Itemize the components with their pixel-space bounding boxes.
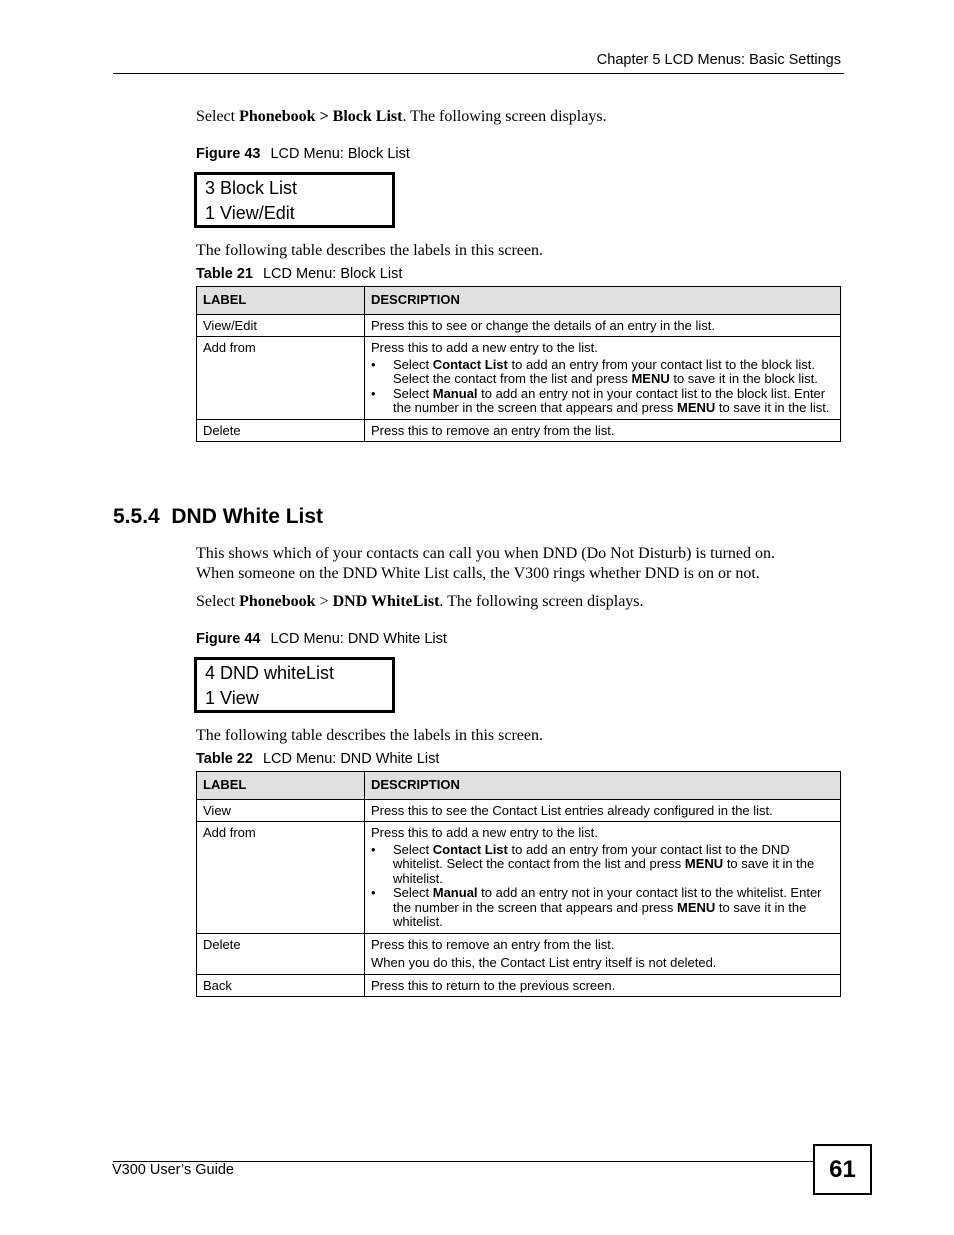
- lcd-screen-dnd-whitelist: [194, 657, 395, 713]
- column-header-label: LABEL: [197, 772, 365, 800]
- bullet-item: • Select Manual to add an entry not in your contact list to the block list. Enter the number in the screen that appears and press MENU to save it in the list.: [371, 387, 834, 416]
- table-row: [197, 419, 841, 442]
- column-header-description: DESCRIPTION: [365, 287, 841, 315]
- lcd-line-1: 4 DND whiteList: [205, 663, 335, 683]
- row-label: Add from: [197, 822, 365, 934]
- table-row: [197, 822, 841, 934]
- row-description: Press this to see the Contact List entries already configured in the list.: [365, 799, 841, 822]
- table-block-list: [196, 286, 841, 442]
- row-description: Press this to add a new entry to the list. • Select Contact List to add an entry from your contact list to the DND whitelist. Select the contact from the list and press MENU to save it in the whitelist. • Select Manual to add an entry not in your contact list to the whitelist. Enter the number in the screen that appears and press MENU to save it in the whitelist.: [365, 822, 841, 934]
- table-header-row: [197, 287, 841, 315]
- table-22-caption: Table 22 LCD Menu: DND White List: [196, 751, 440, 767]
- row-label: View/Edit: [197, 314, 365, 337]
- lcd-line-1: 3 Block List: [205, 178, 298, 198]
- table-row: [197, 933, 841, 974]
- table-21-caption: Table 21 LCD Menu: Block List: [196, 266, 403, 282]
- table-header-row: [197, 772, 841, 800]
- intro-paragraph: Select Phonebook > Block List. The following screen displays.: [196, 108, 607, 125]
- row-label: Delete: [197, 933, 365, 974]
- row-description: Press this to remove an entry from the list.: [365, 419, 841, 442]
- row-description: Press this to remove an entry from the list. When you do this, the Contact List entry itself is not deleted.: [365, 933, 841, 974]
- lcd-screen-block-list: [194, 172, 395, 228]
- row-description: Press this to see or change the details of an entry in the list.: [365, 314, 841, 337]
- column-header-label: LABEL: [197, 287, 365, 315]
- table-row: [197, 314, 841, 337]
- section-paragraph-2: When someone on the DND White List calls, the V300 rings whether DND is on or not.: [196, 565, 760, 582]
- bullet-item: • Select Contact List to add an entry from your contact list to the DND whitelist. Select the contact from the list and press MENU to save it in the whitelist.: [371, 843, 834, 887]
- page-number: 61: [813, 1144, 872, 1195]
- lcd-line-2: 1 View/Edit: [205, 203, 295, 223]
- bullet-item: • Select Contact List to add an entry from your contact list to the block list. Select the contact from the list and press MENU to save it in the block list.: [371, 358, 834, 387]
- lcd-line-2: 1 View: [205, 688, 259, 708]
- row-description: Press this to return to the previous screen.: [365, 974, 841, 997]
- table-intro-paragraph-2: The following table describes the labels in this screen.: [196, 727, 544, 744]
- bullet-item: • Select Manual to add an entry not in your contact list to the whitelist. Enter the number in the screen that appears and press MENU to save it in the whitelist.: [371, 886, 834, 930]
- table-row: [197, 337, 841, 420]
- row-label: Delete: [197, 419, 365, 442]
- row-label: Back: [197, 974, 365, 997]
- table-row: [197, 974, 841, 997]
- figure-44-caption: Figure 44 LCD Menu: DND White List: [196, 631, 447, 647]
- table-dnd-white-list: [196, 771, 841, 997]
- row-label: Add from: [197, 337, 365, 420]
- table-intro-paragraph: The following table describes the labels in this screen.: [196, 242, 544, 259]
- header-rule: [113, 73, 844, 74]
- row-label: View: [197, 799, 365, 822]
- table-row: [197, 799, 841, 822]
- figure-43-caption: Figure 43 LCD Menu: Block List: [196, 146, 410, 162]
- section-paragraph-1: This shows which of your contacts can call you when DND (Do Not Disturb) is turned on.: [196, 545, 776, 562]
- footer-guide-title: V300 User’s Guide: [112, 1162, 234, 1178]
- row-description: Press this to add a new entry to the list. • Select Contact List to add an entry from your contact list to the block list. Select the contact from the list and press MENU to save it in the block list. • Select Manual to add an entry not in your contact list to the block list. Enter the number in the screen that appears and press MENU to save it in the list.: [365, 337, 841, 420]
- column-header-description: DESCRIPTION: [365, 772, 841, 800]
- running-header: Chapter 5 LCD Menus: Basic Settings: [596, 52, 841, 68]
- intro-paragraph-2: Select Phonebook > DND WhiteList. The following screen displays.: [196, 593, 644, 610]
- section-heading: 5.5.4 DND White List: [113, 505, 324, 528]
